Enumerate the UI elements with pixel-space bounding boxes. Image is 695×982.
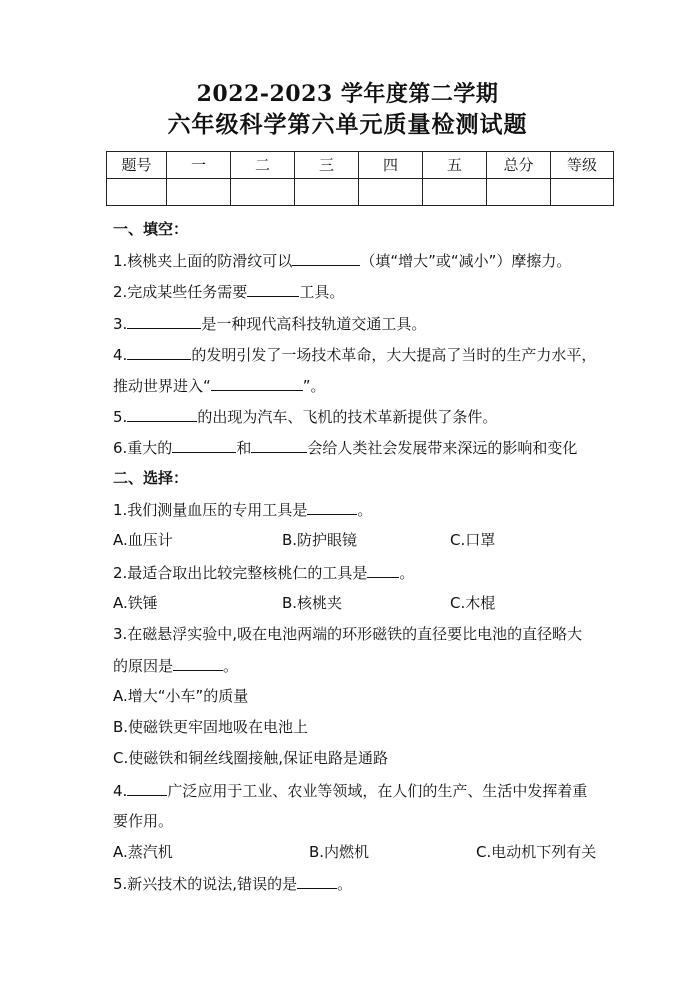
choice-2-option-b[interactable]: B.核桃夹 — [282, 594, 343, 612]
choice-question-4 — [113, 780, 587, 801]
question-text: 。 — [357, 501, 373, 519]
header-cell-part-2: 二 — [231, 152, 295, 179]
choice-question-2 — [113, 562, 414, 583]
choice-4-option-a[interactable]: A.蒸汽机 — [113, 843, 173, 861]
question-text: 2.最适合取出比较完整核桃仁的工具是 — [113, 564, 368, 582]
question-text: ”。 — [302, 377, 326, 395]
question-text: 是一种现代高科技轨道交通工具。 — [201, 315, 427, 333]
score-cell[interactable] — [107, 179, 167, 206]
question-text: 1.核桃夹上面的防滑纹可以 — [113, 252, 293, 270]
question-text: 的原因是 — [113, 657, 174, 675]
question-text: 4. — [113, 346, 128, 364]
answer-blank[interactable] — [172, 437, 236, 453]
answer-blank[interactable] — [127, 313, 201, 329]
fill-question-1 — [113, 250, 571, 271]
answer-blank[interactable] — [297, 873, 337, 889]
header-cell-part-5: 五 — [423, 152, 487, 179]
header-cell-question-number: 题号 — [107, 152, 167, 179]
score-cell[interactable] — [359, 179, 423, 206]
question-text: 的出现为汽车、飞机的技术革新提供了条件。 — [197, 408, 498, 426]
fill-question-3 — [113, 313, 426, 334]
question-text: 和 — [236, 439, 252, 457]
question-text: 会给人类社会发展带来深远的影响和变化 — [307, 439, 578, 457]
fill-question-4 — [113, 344, 596, 365]
answer-blank[interactable] — [127, 344, 191, 360]
question-text: 广泛应用于工业、农业等领域，在人们的生产、生活中发挥着重 — [167, 782, 588, 800]
choice-2-option-a[interactable]: A.铁锤 — [113, 594, 158, 612]
fill-question-4-continued — [113, 375, 326, 396]
score-cell[interactable] — [167, 179, 231, 206]
score-table — [106, 151, 614, 206]
fill-question-2 — [113, 281, 344, 302]
choice-2-option-c[interactable]: C.木棍 — [450, 594, 496, 612]
choice-question-5 — [113, 873, 352, 894]
answer-blank[interactable] — [251, 437, 307, 453]
answer-blank[interactable] — [173, 655, 223, 671]
question-text: 。 — [223, 657, 239, 675]
score-cell[interactable] — [295, 179, 359, 206]
question-text: （填“增大”或“减小”）摩擦力。 — [360, 252, 572, 270]
answer-blank[interactable] — [367, 562, 399, 578]
choice-3-option-c[interactable]: C.使磁铁和铜丝线圈接触,保证电路是通路 — [113, 749, 389, 767]
question-text: 3.在磁悬浮实验中,吸在电池两端的环形磁铁的直径要比电池的直径略大 — [113, 625, 583, 643]
score-cell[interactable] — [551, 179, 614, 206]
choice-question-3-continued — [113, 655, 238, 676]
question-text: 6.重大的 — [113, 439, 173, 457]
choice-3-option-b[interactable]: B.使磁铁更牢固地吸在电池上 — [113, 718, 309, 736]
fill-question-5 — [113, 406, 497, 427]
question-text: 4. — [113, 782, 128, 800]
answer-blank[interactable] — [127, 406, 197, 422]
question-text: 推动世界进入“ — [113, 377, 211, 395]
question-text: 1.我们测量血压的专用工具是 — [113, 501, 308, 519]
exam-subject-title: 六年级科学第六单元质量检测试题 — [167, 111, 528, 138]
score-table-value-row — [107, 179, 614, 206]
header-cell-part-3: 三 — [295, 152, 359, 179]
question-text: 工具。 — [299, 283, 345, 301]
header-cell-part-4: 四 — [359, 152, 423, 179]
answer-blank[interactable] — [247, 281, 299, 297]
answer-blank[interactable] — [127, 780, 167, 796]
section-fill-in-heading: 一、填空： — [113, 220, 189, 238]
score-cell[interactable] — [231, 179, 295, 206]
question-text: 5. — [113, 408, 128, 426]
answer-blank[interactable] — [211, 375, 303, 391]
choice-question-3 — [113, 624, 582, 644]
header-cell-grade: 等级 — [551, 152, 614, 179]
fill-question-6 — [113, 437, 577, 458]
choice-1-option-a[interactable]: A.血压计 — [113, 531, 173, 549]
choice-question-1 — [113, 499, 372, 520]
header-cell-part-1: 一 — [167, 152, 231, 179]
question-text: 要作用。 — [113, 812, 174, 830]
question-text: 5.新兴技术的说法,错误的是 — [113, 875, 298, 893]
header-cell-total: 总分 — [487, 152, 551, 179]
question-text: 。 — [399, 564, 415, 582]
score-cell[interactable] — [487, 179, 551, 206]
section-choice-heading: 二、选择： — [113, 469, 189, 487]
choice-4-option-b[interactable]: B.内燃机 — [309, 843, 370, 861]
question-text: 。 — [337, 875, 353, 893]
question-text: 2.完成某些任务需要 — [113, 283, 248, 301]
choice-1-option-b[interactable]: B.防护眼镜 — [282, 531, 358, 549]
choice-3-option-a[interactable]: A.增大“小车”的质量 — [113, 687, 249, 705]
question-text: 3. — [113, 315, 128, 333]
choice-4-option-c[interactable]: C.电动机下列有关 — [476, 843, 597, 861]
score-cell[interactable] — [423, 179, 487, 206]
exam-year-title: 2022-2023 学年度第二学期 — [196, 81, 499, 107]
answer-blank[interactable] — [292, 250, 360, 266]
answer-blank[interactable] — [307, 499, 357, 515]
score-table-header-row — [107, 152, 614, 179]
choice-1-option-c[interactable]: C.口罩 — [450, 531, 496, 549]
question-text: 的发明引发了一场技术革命，大大提高了当时的生产力水平， — [191, 346, 597, 364]
choice-question-4-continued — [113, 811, 173, 831]
